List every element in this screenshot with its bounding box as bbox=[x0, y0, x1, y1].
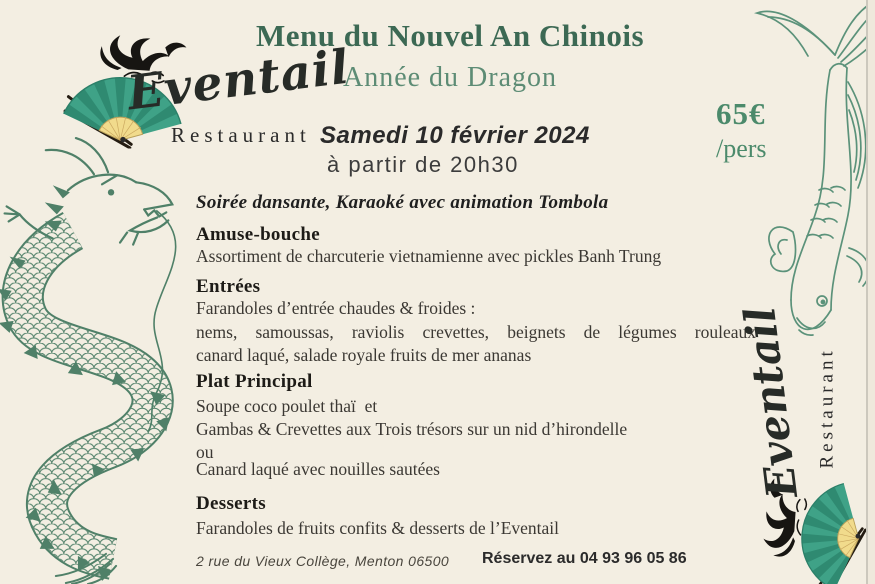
menu-line: Assortiment de charcuterie vietnamienne avec pickles Banh Trung bbox=[196, 246, 662, 266]
dragon-line-art-icon bbox=[0, 112, 200, 584]
price-block bbox=[716, 96, 816, 164]
brand-name: Eventail bbox=[124, 39, 353, 122]
menu-line: canard laqué, salade royale fruits de mer ananas bbox=[196, 345, 532, 365]
price-amount: 65€ bbox=[716, 96, 766, 131]
section-heading-desserts: Desserts bbox=[196, 493, 266, 514]
menu-line: Farandoles d’entrée chaudes & froides : bbox=[196, 298, 476, 318]
brand-descriptor: Restaurant bbox=[816, 347, 838, 469]
page-edge-line bbox=[866, 0, 868, 584]
price-per: /pers bbox=[716, 134, 767, 163]
page-edge-strip bbox=[868, 0, 875, 584]
restaurant-address: 2 rue du Vieux Collège, Menton 06500 bbox=[196, 553, 450, 569]
event-animation: Soirée dansante, Karaoké avec animation Tombola bbox=[196, 192, 609, 213]
menu-line: nems, samoussas, raviolis crevettes, beignets de légumes rouleaux bbox=[196, 322, 756, 342]
brand-descriptor: Restaurant bbox=[171, 123, 311, 147]
section-heading-entrees: Entrées bbox=[196, 276, 261, 297]
menu-line: Gambas & Crevettes aux Trois trésors sur un nid d’hirondelle bbox=[196, 419, 628, 439]
menu-line: ou bbox=[196, 442, 214, 462]
menu-line: Canard laqué avec nouilles sautées bbox=[196, 459, 440, 479]
page-title: Menu du Nouvel An Chinois bbox=[255, 18, 645, 53]
koi-fish-line-art-icon bbox=[735, 0, 875, 345]
page-subtitle: Année du Dragon bbox=[342, 62, 558, 93]
brand-logo-bottom-right bbox=[734, 304, 875, 584]
brand-name: Eventail bbox=[734, 304, 808, 501]
section-heading-amuse-bouche: Amuse-bouche bbox=[196, 224, 320, 245]
reservation-phone: Réservez au 04 93 96 05 86 bbox=[482, 550, 687, 567]
event-date: Samedi 10 février 2024 bbox=[320, 122, 590, 149]
menu-line: Soupe coco poulet thaï et bbox=[196, 396, 378, 416]
menu-line: Farandoles de fruits confits & desserts de l’Eventail bbox=[196, 518, 560, 538]
event-time: à partir de 20h30 bbox=[327, 152, 519, 177]
section-heading-plat-principal: Plat Principal bbox=[196, 371, 313, 392]
